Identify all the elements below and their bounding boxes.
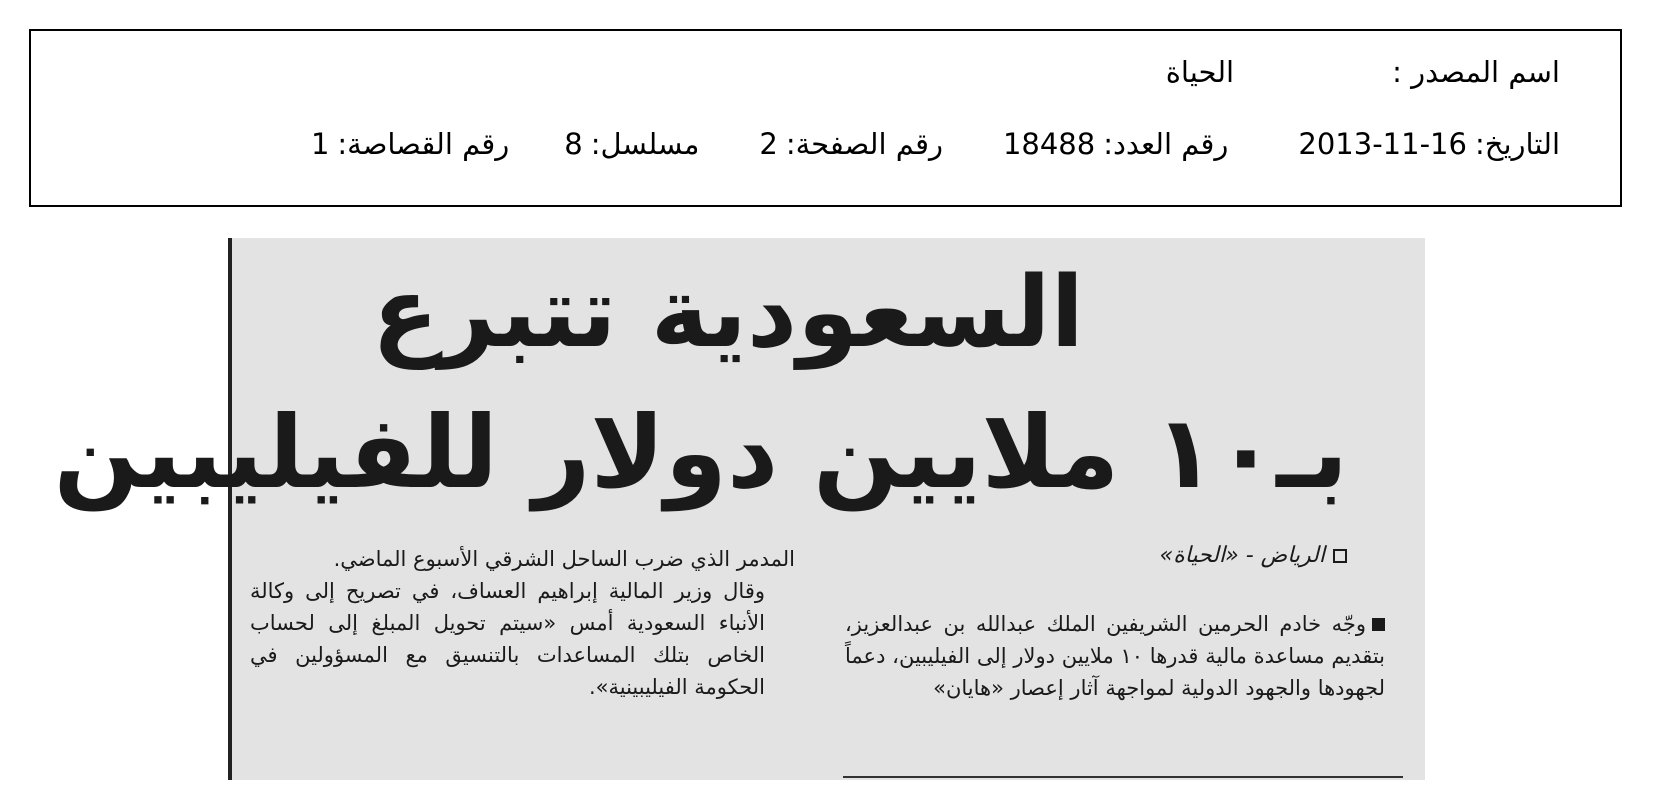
issue-label: رقم العدد: <box>1103 127 1229 161</box>
page-field <box>759 127 943 161</box>
article-body-right: وجّه خادم الحرمين الشريفين الملك عبدالله بن عبدالعزيز، بتقديم مساعدة مالية قدرها ١٠ ملايين دولار إلى الفيليبين، دعماً لجهودها والجهود الدولية لمواجهة آثار إعصار «هايان» <box>845 612 1385 700</box>
date-label: التاريخ: <box>1474 127 1560 161</box>
issue-value: 18488 <box>1002 127 1096 161</box>
filled-square-bullet-icon <box>1372 618 1385 631</box>
clip-label: رقم القصاصة: <box>337 127 510 161</box>
bottom-rule <box>843 776 1403 778</box>
article-column-left <box>250 543 795 703</box>
clip-field <box>311 127 509 161</box>
date-field <box>1298 127 1560 161</box>
headline-line-2: بـ١٠ ملايين دولار للفيليبين <box>53 394 1348 511</box>
serial-label: مسلسل: <box>590 127 700 161</box>
issue-field <box>1003 127 1228 161</box>
page-label: رقم الصفحة: <box>785 127 943 161</box>
headline-line-1: السعودية تتبرع <box>371 256 1085 370</box>
source-value: الحياة <box>1165 55 1235 89</box>
metadata-row-details <box>311 127 1560 161</box>
clip-value: 1 <box>310 127 330 161</box>
clipping-metadata-box <box>29 29 1622 207</box>
source-label: اسم المصدر : <box>1392 55 1560 89</box>
dateline-text: الرياض - «الحياة» <box>1159 543 1325 568</box>
serial-field <box>564 127 699 161</box>
square-bullet-icon <box>1333 549 1347 563</box>
article-column-right <box>845 608 1385 704</box>
serial-value: 8 <box>564 127 583 161</box>
date-value: 2013-11-16 <box>1298 127 1467 161</box>
page-value: 2 <box>759 127 778 161</box>
article-body-left-p1: المدمر الذي ضرب الساحل الشرقي الأسبوع الماضي. <box>333 547 795 571</box>
metadata-row-source <box>1166 55 1560 89</box>
article-body-left-p2: وقال وزير المالية إبراهيم العساف، في تصريح إلى وكالة الأنباء السعودية أمس «سيتم تحويل المبلغ إلى لحساب الخاص بتلك المساعدات بالتنسيق مع المسؤولين في الحكومة الفيليبينية». <box>250 579 765 699</box>
dateline <box>1160 543 1347 568</box>
newspaper-clipping <box>53 238 1425 780</box>
